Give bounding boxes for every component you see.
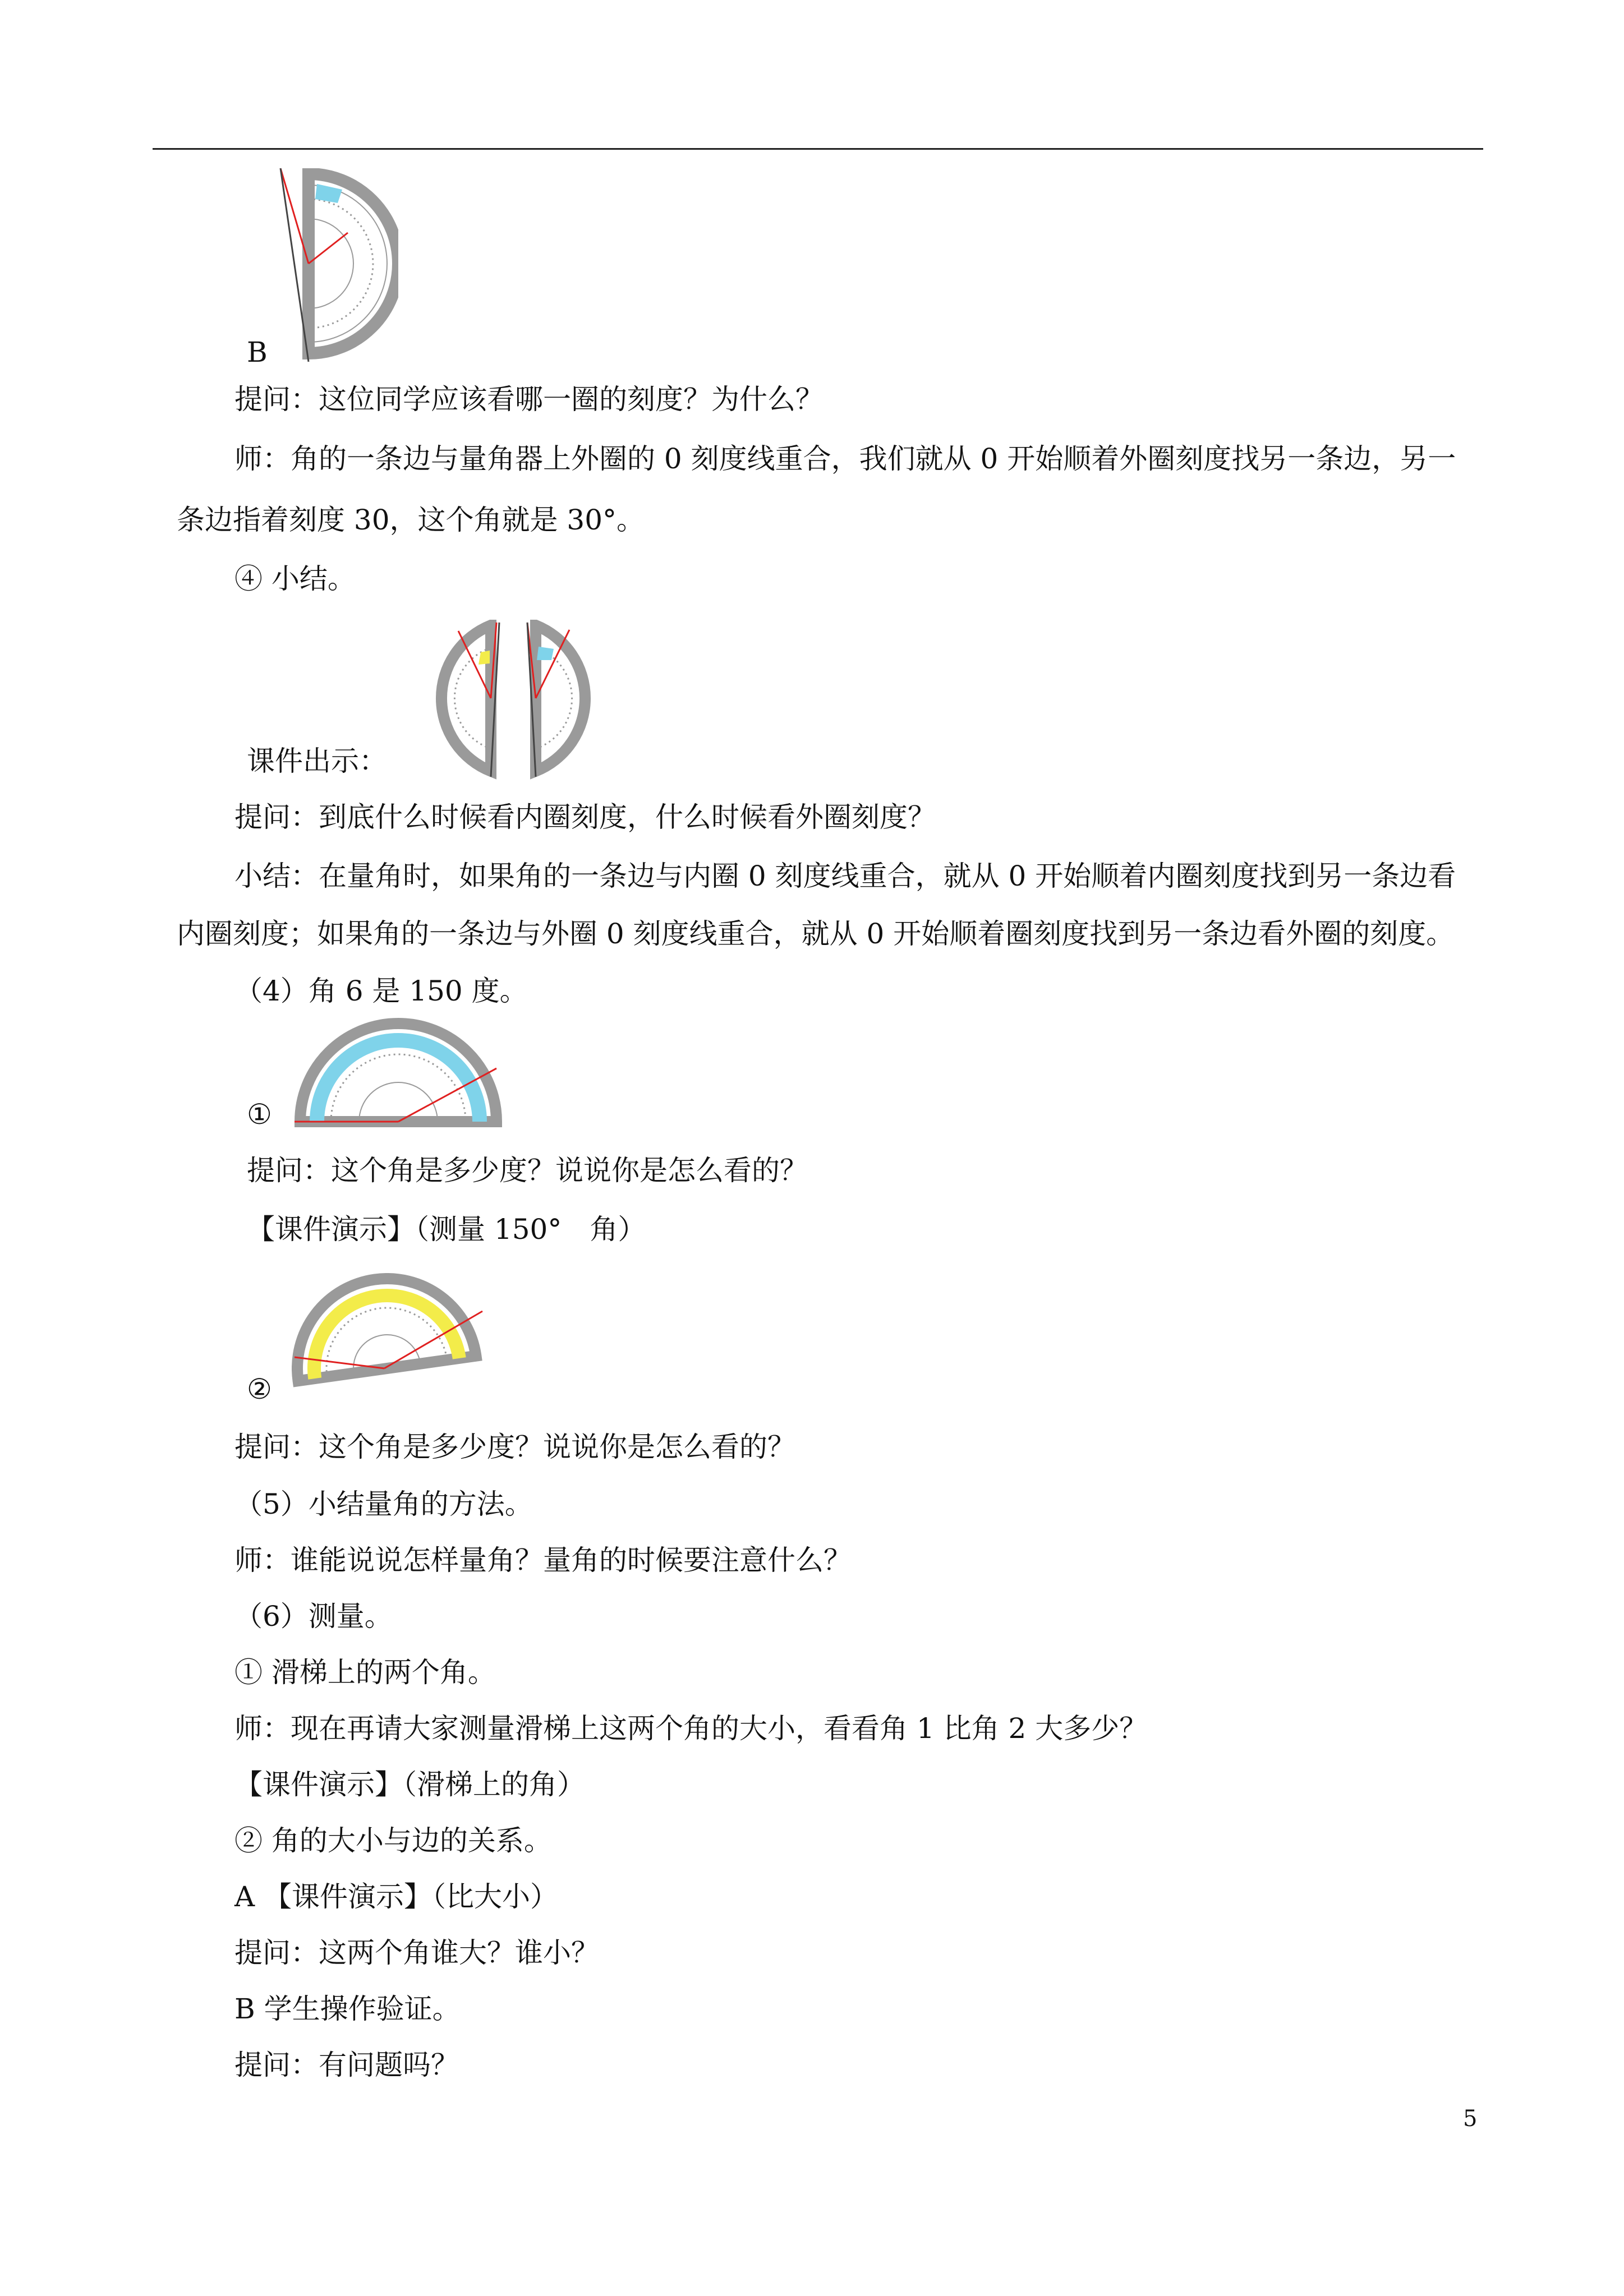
question-5: 提问：这两个角谁大？谁小？ [234,1937,599,1969]
teacher-line-2: 师：谁能说说怎样量角？量角的时候要注意什么？ [234,1544,852,1576]
protractor-figure-2 [292,1273,494,1402]
protractor-pair-figure [407,620,625,782]
question-4: 提问：这个角是多少度？说说你是怎么看的？ [234,1431,795,1463]
step-4-summary: ④ 小结。 [234,563,356,595]
course-demo-2: 【课件演示】（滑梯上的角） [234,1768,585,1801]
teacher-line-1b: 条边指着刻度 30，这个角就是 30°。 [177,504,645,536]
circle-label-2: ② [247,1373,272,1405]
para-6: （6）测量。 [234,1600,393,1633]
measure-2: ② 角的大小与边的关系。 [234,1824,552,1857]
course-demo-1: 【课件演示】（测量 150° 角） [247,1213,646,1246]
summary-b: 内圈刻度；如果角的一条边与外圈 0 刻度线重合，就从 0 开始顺着圈刻度找到另一条边看外圈的刻度。 [177,918,1455,950]
question-6: 提问：有问题吗？ [234,2049,459,2081]
label-b: B [247,336,268,368]
question-2: 提问：到底什么时候看内圈刻度，什么时候看外圈刻度？ [234,801,936,833]
para-5: （5）小结量角的方法。 [234,1488,533,1520]
protractor-figure-1 [295,1018,508,1130]
measure-1: ① 滑梯上的两个角。 [234,1656,496,1689]
header-rule [153,148,1483,150]
para-4: （4）角 6 是 150 度。 [234,975,528,1007]
course-show-label: 课件出示： [247,745,387,777]
teacher-line-3: 师：现在再请大家测量滑梯上这两个角的大小，看看角 1 比角 2 大多少？ [234,1712,1148,1745]
question-1: 提问：这位同学应该看哪一圈的刻度？为什么？ [234,383,823,416]
teacher-line-1a: 师：角的一条边与量角器上外圈的 0 刻度线重合，我们就从 0 开始顺着外圈刻度找另一条边，另一 [234,442,1456,475]
b-operate: B 学生操作验证。 [234,1993,461,2025]
summary-a: 小结：在量角时，如果角的一条边与内圈 0 刻度线重合，就从 0 开始顺着内圈刻度找到另一条边看 [234,860,1456,892]
protractor-figure-b [264,168,398,365]
page-number: 5 [1463,2106,1478,2132]
circle-label-1: ① [247,1098,272,1131]
question-3: 提问：这个角是多少度？说说你是怎么看的？ [247,1154,808,1187]
a-demo: A 【课件演示】（比大小） [234,1880,559,1913]
